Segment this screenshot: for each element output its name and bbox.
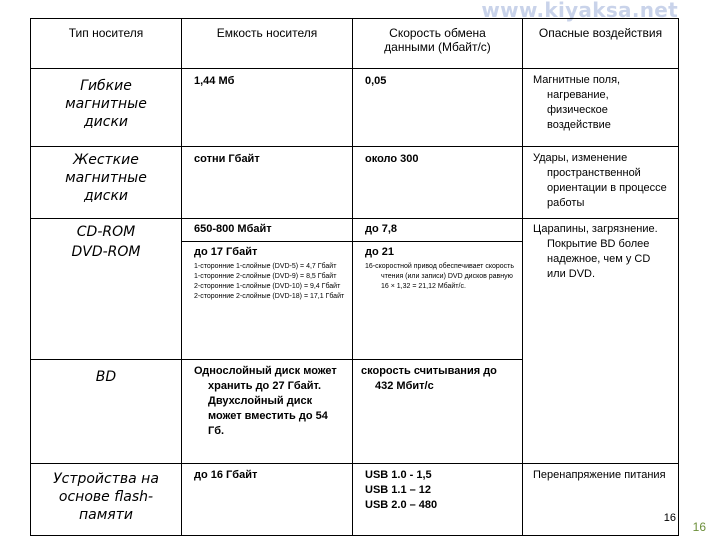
speed-detail: 16-скоростной привод обеспечивает скорость чтения (или записи) DVD дисков равную 16 × 1,32 = 21,12 Мбайт/с.	[365, 262, 515, 290]
capacity-detail: 1-сторонние 2-слойные (DVD-9) = 8,5 Гбайт	[194, 272, 337, 280]
speed-line: USB 1.0 - 1,5	[365, 468, 432, 481]
speed-cell: около 300	[353, 147, 523, 219]
watermark: www.kiyaksa.net	[481, 0, 678, 22]
table-row	[31, 463, 679, 535]
capacity-cell: сотни Гбайт	[182, 147, 353, 219]
speed-line: USB 2.0 – 480	[365, 498, 438, 511]
capacity-cell: до 16 Гбайт	[182, 463, 353, 535]
media-name: Устройства на основе flash-памяти	[31, 463, 182, 535]
media-name: CD-ROM	[31, 219, 182, 242]
media-name: Гибкие магнитные диски	[31, 69, 182, 147]
page-number: 16	[663, 512, 676, 524]
capacity-cell: 650-800 Мбайт	[182, 219, 353, 242]
header-speed: Скорость обмена данными (Мбайт/с)	[353, 19, 523, 69]
header-capacity: Емкость носителя	[182, 19, 353, 69]
page-number-secondary: 16	[692, 520, 706, 534]
speed-cell: 0,05	[353, 69, 523, 147]
danger-cell: Перенапряжение питания	[523, 463, 679, 535]
speed-cell: до 7,8	[353, 219, 523, 242]
media-name: DVD-ROM	[31, 241, 182, 359]
capacity-cell: до 17 Гбайт 1-сторонние 1-слойные (DVD-5) = 4,7 Гбайт 1-сторонние 2-слойные (DVD-9) = 8,5 Гбайт 2-сторонние 1-слойные (DVD-10) = 9,4 Гбайт 2-сторонние 2-слойные (DVD-18) = 17,1 Гбайт	[182, 241, 353, 359]
speed-cell: до 21 16-скоростной привод обеспечивает скорость чтения (или записи) DVD дисков равную 16 × 1,32 = 21,12 Мбайт/с.	[353, 241, 523, 359]
media-table	[30, 18, 679, 536]
danger-cell: Магнитные поля, нагревание, физическое воздействие	[523, 69, 679, 147]
media-name: Жесткие магнитные диски	[31, 147, 182, 219]
capacity-cell: Однослойный диск может хранить до 27 Гбайт. Двухслойный диск может вместить до 54 Гб.	[182, 359, 353, 463]
header-row	[31, 19, 679, 69]
table-row	[31, 219, 679, 242]
speed-line: USB 1.1 – 12	[365, 483, 432, 496]
capacity-detail: 2-сторонние 1-слойные (DVD-10) = 9,4 Гбайт	[194, 282, 341, 290]
speed-cell: скорость считывания до 432 Мбит/с	[353, 359, 523, 463]
table-row	[31, 69, 679, 147]
table-row	[31, 147, 679, 219]
capacity-detail: 1-сторонние 1-слойные (DVD-5) = 4,7 Гбайт	[194, 262, 337, 270]
media-name: BD	[31, 359, 182, 463]
capacity-cell: 1,44 Мб	[182, 69, 353, 147]
capacity-detail: 2-сторонние 2-слойные (DVD-18) = 17,1 Гбайт	[194, 292, 345, 300]
danger-cell: Удары, изменение пространственной ориентации в процессе работы	[523, 147, 679, 219]
danger-cell: Царапины, загрязнение. Покрытие BD более надежное, чем у CD или DVD.	[523, 219, 679, 464]
speed-cell	[353, 463, 523, 535]
header-media-type: Тип носителя	[31, 19, 182, 69]
header-danger: Опасные воздействия	[523, 19, 679, 69]
